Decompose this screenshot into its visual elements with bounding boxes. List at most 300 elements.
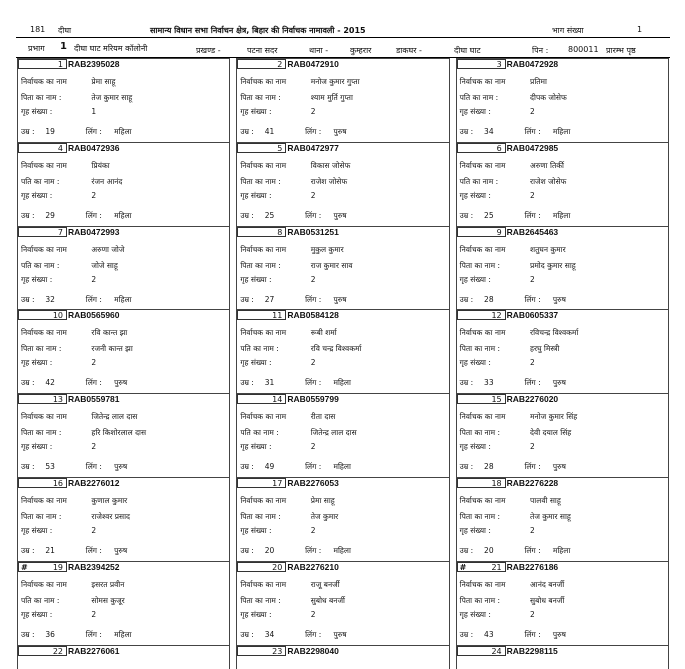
name-row [240, 328, 336, 338]
elector-name: इसरत प्रवीन [91, 579, 125, 589]
house-number: 2 [91, 190, 97, 200]
house-number: 2 [530, 442, 535, 452]
sex-value: पुरुष [552, 462, 566, 472]
relative-name: देवी दयाल सिंह [530, 428, 572, 438]
name-row [240, 161, 350, 171]
house-row [240, 107, 315, 117]
voter-card-3 [456, 58, 669, 142]
voter-card-header [237, 310, 448, 322]
age-sex-row [460, 462, 566, 472]
voter-card-1 [17, 58, 230, 142]
name-row [240, 77, 359, 87]
sex-label: लिंग : [85, 545, 102, 555]
voter-card-header [18, 310, 229, 322]
house-label: गृह संख्या : [459, 525, 491, 535]
house-row [21, 191, 96, 201]
sex-value: पुरुष [333, 294, 347, 304]
serial-number: 1 [18, 59, 67, 69]
age-value: 31 [264, 378, 275, 388]
part-label: भाग संख्या [552, 26, 584, 35]
epic-number: RAB0559781 [68, 394, 120, 405]
epic-number: RAB0559799 [287, 394, 339, 405]
serial-number: 14 [237, 394, 286, 404]
name-label: निर्वाचक का नाम [459, 579, 506, 589]
serial-number: 15 [457, 394, 506, 404]
house-number: 1 [91, 107, 97, 116]
house-row [460, 275, 535, 285]
serial-number: 12 [457, 310, 506, 320]
relation-label: पिता का नाम : [21, 344, 62, 354]
name-row [21, 580, 124, 590]
voter-card-header [18, 478, 229, 490]
voter-card-header [18, 394, 229, 406]
house-label: गृह संख्या : [21, 442, 53, 452]
age-label: उम्र : [459, 378, 474, 388]
house-number: 2 [530, 525, 535, 535]
name-row [21, 77, 115, 87]
voter-card-8 [236, 226, 449, 310]
voter-card-header [457, 59, 668, 71]
relation-row [21, 596, 125, 606]
house-number: 2 [310, 525, 316, 535]
age-value: 20 [264, 545, 275, 555]
voter-card-17 [236, 477, 449, 561]
voter-card-7 [17, 226, 230, 310]
age-value: 43 [484, 629, 494, 639]
house-row [21, 107, 96, 117]
pin-label: पिन : [532, 46, 549, 55]
serial-number: 9 [457, 227, 506, 237]
age-sex-row [21, 127, 132, 137]
relation-row [21, 93, 132, 103]
elector-name: जितेन्द्र लाल दास [91, 412, 138, 422]
house-number: 2 [91, 274, 97, 284]
name-label: निर्वाचक का नाम [21, 160, 67, 170]
relation-row [240, 177, 347, 187]
hash-mark: # [459, 562, 467, 572]
house-label: गृह संख्या : [240, 525, 272, 535]
relation-label: पति का नाम : [459, 176, 499, 186]
name-row [460, 328, 579, 338]
sex-value: पुरुष [114, 545, 128, 555]
house-number: 2 [91, 525, 97, 535]
serial-number: 21 [457, 562, 506, 572]
age-label: उम्र : [459, 127, 474, 136]
relative-name: सोमस कुजूर [91, 595, 125, 605]
name-row [460, 412, 578, 422]
serial-number: 2 [237, 59, 286, 69]
relation-label: पिता का नाम : [240, 176, 281, 186]
house-label: गृह संख्या : [21, 107, 53, 116]
voter-card-header [457, 310, 668, 322]
sex-label: लिंग : [85, 629, 102, 639]
sex-label: लिंग : [305, 127, 322, 136]
voter-card-15 [456, 393, 669, 477]
house-number: 2 [530, 190, 535, 200]
house-row [240, 526, 315, 536]
voter-card-header [237, 562, 448, 574]
house-row [460, 358, 535, 368]
age-value: 33 [484, 378, 494, 388]
name-row [460, 77, 547, 87]
elector-name: विकास जोसेफ [310, 160, 351, 170]
relation-row [240, 344, 361, 354]
name-label: निर्वाचक का नाम [21, 495, 67, 505]
name-row [240, 580, 339, 590]
house-row [240, 191, 315, 201]
serial-number: 19 [18, 562, 67, 572]
sex-value: महिला [552, 127, 571, 136]
relation-label: पिता का नाम : [459, 344, 501, 354]
relation-row [21, 177, 122, 187]
epic-number: RAB2276012 [68, 477, 120, 488]
age-sex-row [240, 211, 346, 221]
age-label: उम्र : [21, 210, 35, 220]
elector-name: मनोज कुमार गुप्ता [310, 77, 360, 86]
age-label: उम्र : [459, 462, 474, 472]
voter-card-18 [456, 477, 669, 561]
relation-row [21, 261, 118, 271]
thana-label: थाना - [309, 46, 329, 55]
elector-name: प्रतिमा [530, 77, 547, 86]
sex-value: महिला [114, 294, 132, 304]
voter-card-12 [456, 309, 669, 393]
elector-name: प्रेमा साहू [310, 495, 335, 505]
elector-name: अरुणा तिर्की [530, 160, 564, 170]
house-number: 2 [530, 107, 535, 116]
header-rule-top [16, 37, 670, 38]
house-number: 2 [310, 442, 316, 452]
elector-name: कुणाल कुमार [91, 495, 128, 505]
epic-number: RAB0472910 [287, 59, 339, 69]
age-label: उम्र : [21, 294, 35, 304]
sex-label: लिंग : [524, 378, 541, 388]
house-label: गृह संख्या : [21, 190, 53, 200]
age-value: 28 [484, 462, 494, 472]
age-sex-row [240, 378, 351, 388]
voter-card-header [237, 227, 448, 239]
sex-label: लिंग : [85, 462, 102, 472]
voter-card-header [237, 59, 448, 71]
relative-name: राजेश जोसेफ [310, 176, 348, 186]
block-value: पटना सदर [247, 46, 278, 55]
voter-card-2 [236, 58, 449, 142]
name-row [21, 496, 127, 506]
sex-label: लिंग : [305, 294, 322, 304]
name-row [460, 496, 561, 506]
age-sex-row [460, 127, 571, 137]
page-label: प्रारम्भ पृष्ठ [606, 46, 636, 55]
name-label: निर्वाचक का नाम [240, 77, 287, 86]
sex-value: महिला [333, 462, 351, 472]
serial-number: 4 [18, 143, 67, 153]
epic-number: RAB0531251 [287, 226, 339, 237]
relative-name: जितेन्द्र लाल दास [310, 428, 357, 438]
age-value: 27 [264, 294, 275, 304]
house-number: 2 [310, 609, 316, 619]
relation-row [21, 428, 146, 438]
elector-name: आनंद बनर्जी [530, 579, 565, 589]
voter-card-header [18, 562, 229, 574]
house-number: 2 [530, 274, 535, 284]
relation-label: पिता का नाम : [21, 93, 62, 102]
section-label: प्रभाग [28, 44, 45, 53]
relative-name: रजनी कान्त झा [91, 344, 133, 354]
sex-value: पुरुष [114, 378, 128, 388]
epic-number: RAB0472936 [68, 142, 120, 153]
relative-name: प्रमोद कुमार साहू [530, 260, 576, 270]
relation-label: पति का नाम : [240, 344, 279, 354]
name-label: निर्वाचक का नाम [21, 244, 67, 254]
age-sex-row [21, 546, 127, 556]
sex-value: पुरुष [333, 210, 347, 220]
elector-name: मनोज कुमार सिंह [530, 412, 578, 422]
name-row [21, 328, 127, 338]
house-row [240, 358, 315, 368]
elector-name: प्रियंका [91, 160, 110, 170]
block-label: प्रखण्ड - [196, 46, 221, 55]
sex-label: लिंग : [305, 629, 322, 639]
sex-label: लिंग : [524, 127, 541, 136]
voter-card-10 [17, 309, 230, 393]
epic-number: RAB2395028 [68, 59, 120, 69]
elector-name: रवि कान्त झा [91, 328, 128, 338]
age-sex-row [460, 211, 571, 221]
elector-name: रूबी शर्मा [310, 328, 337, 338]
voter-card-14 [236, 393, 449, 477]
name-row [460, 245, 566, 255]
age-label: उम्र : [459, 629, 474, 639]
age-sex-row [21, 462, 127, 472]
sex-label: लिंग : [524, 462, 541, 472]
voter-card-5 [236, 142, 449, 226]
name-row [240, 496, 334, 506]
relative-name: राजेश्वर प्रसाद [91, 511, 131, 521]
name-label: निर्वाचक का नाम [240, 328, 287, 338]
name-row [21, 161, 110, 171]
house-label: गृह संख्या : [21, 525, 53, 535]
age-value: 19 [45, 127, 55, 136]
house-row [21, 442, 96, 452]
epic-number: RAB0472977 [287, 142, 339, 153]
house-label: गृह संख्या : [240, 107, 272, 116]
age-sex-row [240, 127, 346, 137]
sex-value: महिला [552, 210, 571, 220]
age-sex-row [240, 295, 346, 305]
relation-label: पिता का नाम : [459, 428, 501, 438]
age-label: उम्र : [459, 210, 474, 220]
relative-name: सुबोध बनर्जी [310, 595, 345, 605]
name-label: निर्वाचक का नाम [459, 244, 506, 254]
age-value: 36 [45, 629, 55, 639]
relation-row [460, 596, 565, 606]
name-label: निर्वाचक का नाम [240, 412, 287, 422]
house-row [21, 275, 96, 285]
voter-card-16 [17, 477, 230, 561]
house-row [460, 191, 535, 201]
voter-card-header [457, 646, 668, 658]
house-row [21, 526, 96, 536]
section-number: 1 [60, 41, 67, 52]
elector-name: रीता दास [310, 412, 336, 422]
voter-card-header [457, 227, 668, 239]
relation-label: पिता का नाम : [240, 93, 281, 102]
serial-number: 6 [457, 143, 506, 153]
pin-value: 800011 [568, 45, 599, 54]
house-label: गृह संख्या : [240, 274, 272, 284]
house-label: गृह संख्या : [240, 190, 272, 200]
name-row [460, 161, 564, 171]
age-sex-row [460, 378, 566, 388]
age-sex-row [460, 295, 566, 305]
relation-label: पति का नाम : [21, 176, 60, 186]
voter-card-11 [236, 309, 449, 393]
voter-card-header [18, 646, 229, 658]
sex-label: लिंग : [524, 210, 541, 220]
house-number: 2 [530, 609, 535, 619]
relation-row [460, 344, 560, 354]
relation-label: पिता का नाम : [459, 260, 501, 270]
serial-number: 8 [237, 227, 286, 237]
name-label: निर्वाचक का नाम [240, 244, 287, 254]
age-sex-row [21, 378, 127, 388]
voter-card-21 [456, 561, 669, 645]
age-value: 25 [484, 210, 494, 220]
age-sex-row [21, 211, 132, 221]
name-label: निर्वाचक का नाम [459, 160, 506, 170]
age-value: 25 [264, 210, 275, 220]
epic-number: RAB0472928 [506, 59, 559, 69]
house-number: 2 [310, 274, 316, 284]
name-row [460, 580, 565, 590]
house-row [240, 442, 315, 452]
age-label: उम्र : [240, 378, 254, 388]
epic-number: RAB2276186 [506, 561, 559, 572]
name-row [240, 245, 343, 255]
house-label: गृह संख्या : [21, 609, 53, 619]
relative-name: हरघु मिस्त्री [530, 344, 560, 354]
epic-number: RAB2298040 [287, 645, 339, 656]
voter-card-header [457, 562, 668, 574]
relation-label: पिता का नाम : [240, 260, 281, 270]
house-number: 2 [310, 107, 316, 116]
house-row [21, 610, 96, 620]
ac-name: दीघा [58, 26, 72, 35]
age-value: 53 [45, 462, 55, 472]
voter-card-22 [17, 645, 230, 669]
house-label: गृह संख्या : [459, 609, 491, 619]
relation-label: पति का नाम : [21, 260, 60, 270]
age-label: उम्र : [21, 629, 35, 639]
epic-number: RAB2298115 [506, 645, 558, 656]
name-label: निर्वाचक का नाम [459, 495, 506, 505]
house-label: गृह संख्या : [240, 609, 272, 619]
relation-row [21, 512, 130, 522]
epic-number: RAB0584128 [287, 310, 339, 321]
house-number: 2 [310, 358, 316, 368]
age-value: 34 [264, 629, 275, 639]
relation-row [460, 512, 571, 522]
age-sex-row [240, 546, 351, 556]
name-label: निर्वाचक का नाम [21, 328, 67, 338]
relative-name: तेज कुमार [310, 511, 339, 521]
name-label: निर्वाचक का नाम [240, 495, 287, 505]
age-value: 21 [45, 545, 55, 555]
age-value: 49 [264, 462, 275, 472]
serial-number: 20 [237, 562, 286, 572]
ac-number: 181 [30, 25, 46, 34]
relation-label: पति का नाम : [459, 93, 499, 102]
house-row [240, 275, 315, 285]
age-value: 29 [45, 210, 55, 220]
relation-label: पति का नाम : [240, 428, 279, 438]
voter-card-4 [17, 142, 230, 226]
house-row [460, 107, 535, 117]
voter-grid [17, 58, 669, 669]
voter-card-header [457, 143, 668, 155]
relation-row [460, 177, 567, 187]
age-value: 32 [45, 294, 55, 304]
relative-name: हरि किशोरलाल दास [91, 428, 147, 438]
voter-card-header [237, 143, 448, 155]
thana-value: कुम्हरार [350, 46, 372, 55]
relation-row [460, 428, 572, 438]
serial-number: 3 [457, 59, 506, 69]
hash-mark: # [21, 562, 28, 572]
voter-card-header [18, 143, 229, 155]
serial-number: 16 [18, 478, 67, 488]
sex-label: लिंग : [305, 210, 322, 220]
house-label: गृह संख्या : [21, 274, 53, 284]
sex-label: लिंग : [85, 127, 102, 136]
voter-card-6 [456, 142, 669, 226]
serial-number: 23 [237, 646, 286, 656]
elector-name: अरुणा जोजे [91, 244, 125, 254]
elector-name: प्रेमा साहू [91, 77, 116, 86]
house-label: गृह संख्या : [459, 442, 491, 452]
post-label: डाकघर - [396, 46, 422, 55]
age-label: उम्र : [21, 462, 35, 472]
voter-card-header [18, 59, 229, 71]
epic-number: RAB0472985 [506, 142, 559, 153]
relation-row [240, 512, 338, 522]
epic-number: RAB2276228 [506, 477, 559, 488]
voter-card-23 [236, 645, 449, 669]
relation-label: पिता का नाम : [240, 511, 281, 521]
epic-number: RAB0605337 [506, 310, 559, 321]
roll-title: सामान्य विधान सभा निर्वाचन क्षेत्र, बिहार की निर्वाचक नामावली - 2015 [150, 26, 366, 35]
house-row [460, 610, 535, 620]
voter-card-header [18, 227, 229, 239]
voter-card-9 [456, 226, 669, 310]
age-value: 20 [484, 545, 494, 555]
sex-label: लिंग : [305, 378, 322, 388]
sex-label: लिंग : [524, 294, 541, 304]
sex-value: महिला [333, 378, 351, 388]
epic-number: RAB2276061 [68, 645, 120, 656]
voter-card-19 [17, 561, 230, 645]
house-row [21, 358, 96, 368]
name-label: निर्वाचक का नाम [240, 579, 287, 589]
sex-value: पुरुष [552, 629, 566, 639]
house-row [460, 526, 535, 536]
house-label: गृह संख्या : [459, 107, 491, 116]
elector-name: पालवी साहू [530, 495, 561, 505]
relative-name: तेज कुमार साहू [91, 93, 133, 102]
elector-name: रविचन्द्र विश्वकर्मा [530, 328, 579, 338]
age-value: 41 [264, 127, 275, 136]
age-sex-row [21, 630, 132, 640]
